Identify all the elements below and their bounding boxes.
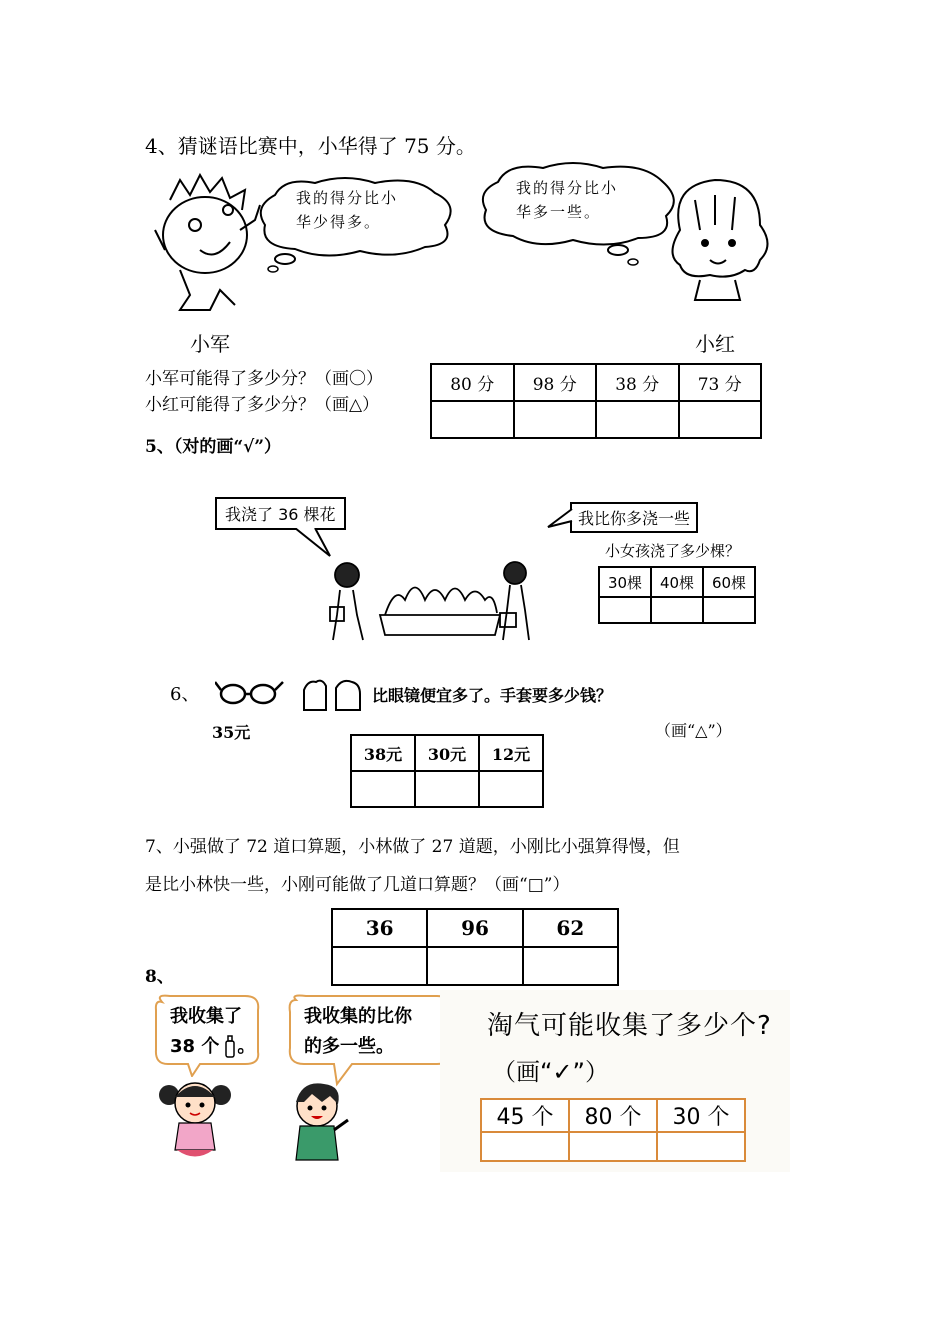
q5-option-30: 30棵 xyxy=(599,567,651,597)
speech-girl-q8-text xyxy=(170,1002,255,1062)
q8-answer-cell[interactable] xyxy=(569,1132,657,1161)
q6-number: 6、 xyxy=(170,684,200,705)
q4-answer-table xyxy=(430,363,762,439)
speech-girl-q8-line1: 我收集了 xyxy=(170,1006,242,1027)
speech-girl-q8-period: 。 xyxy=(237,1036,256,1057)
q4-title: 4、猜谜语比赛中，小华得了 75 分。 xyxy=(145,134,476,158)
q6-answer-cell[interactable] xyxy=(479,771,543,807)
q7-line2: 是比小林快一些，小刚可能做了几道口算题？（画“□”） xyxy=(145,875,570,895)
q4-question-1: 小军可能得了多少分？（画〇） xyxy=(145,369,383,389)
boy-cartoon-q8 xyxy=(282,1080,357,1170)
q5-answer-cell[interactable] xyxy=(703,597,755,623)
bottle-icon xyxy=(223,1035,237,1059)
q4-question-2: 小红可能得了多少分？（画△） xyxy=(145,395,380,415)
bubble-left-line2: 华少得多。 xyxy=(296,213,382,231)
name-xiaohong: 小红 xyxy=(695,332,735,356)
q4-option-98: 98 分 xyxy=(514,364,597,401)
boy-illustration xyxy=(150,170,270,320)
q4-option-80: 80 分 xyxy=(431,364,514,401)
thought-bubble-left-text xyxy=(296,186,398,234)
q8-question: 淘气可能收集了多少个? xyxy=(487,1011,772,1041)
q7-answer-cell[interactable] xyxy=(332,947,427,985)
q5-answer-cell[interactable] xyxy=(651,597,703,623)
q8-option-30: 30 个 xyxy=(657,1099,745,1132)
q8-answer-cell[interactable] xyxy=(481,1132,569,1161)
q6-text: 比眼镜便宜多了。手套要多少钱？ xyxy=(372,686,613,705)
q7-answer-cell[interactable] xyxy=(523,947,618,985)
q4-answer-cell[interactable] xyxy=(596,401,679,438)
girl-cartoon-q8 xyxy=(155,1075,235,1165)
q7-line1: 7、小强做了 72 道口算题，小林做了 27 道题，小刚比小强算得慢，但 xyxy=(145,837,680,857)
q4-answer-cell[interactable] xyxy=(514,401,597,438)
speech-box-boy: 我浇了 36 棵花 xyxy=(215,497,346,530)
q6-option-30: 30元 xyxy=(415,735,479,771)
speech-girl-q8-line2-row xyxy=(170,1032,255,1062)
gloves-icon xyxy=(300,676,366,714)
q4-option-38: 38 分 xyxy=(596,364,679,401)
q5-answer-cell[interactable] xyxy=(599,597,651,623)
q6-option-38: 38元 xyxy=(351,735,415,771)
bubble-right-line2: 华多一些。 xyxy=(516,203,602,221)
bubble-right-line1: 我的得分比小 xyxy=(516,179,619,197)
watering-flowers-illustration xyxy=(325,555,535,645)
q6-answer-cell[interactable] xyxy=(415,771,479,807)
q7-answer-cell[interactable] xyxy=(427,947,522,985)
speech-box-girl: 我比你多浇一些 xyxy=(570,502,698,533)
speech-boy-q8-line2: 的多一些。 xyxy=(304,1036,394,1057)
thought-bubble-right-text xyxy=(516,176,618,224)
speech-boy-q8-line1: 我收集的比你 xyxy=(304,1006,412,1027)
bubble-left-line1: 我的得分比小 xyxy=(296,189,399,207)
q6-answer-table xyxy=(350,734,544,808)
q8-number: 8、 xyxy=(145,967,174,987)
q8-instruction: （画“✓”） xyxy=(492,1058,609,1086)
q7-answer-table xyxy=(331,908,619,986)
q8-option-45: 45 个 xyxy=(481,1099,569,1132)
q5-question: 小女孩浇了多少棵？ xyxy=(605,542,741,560)
name-xiaojun: 小军 xyxy=(190,332,230,356)
speech-boy-q8-text xyxy=(304,1002,412,1062)
glasses-icon xyxy=(215,672,285,712)
q8-answer-cell[interactable] xyxy=(657,1132,745,1161)
glasses-price: 35元 xyxy=(212,723,251,742)
q5-answer-table xyxy=(598,566,756,624)
q7-option-36: 36 xyxy=(332,909,427,947)
q4-option-73: 73 分 xyxy=(679,364,762,401)
q5-title: 5、（对的画“√”） xyxy=(145,437,282,457)
q4-answer-cell[interactable] xyxy=(679,401,762,438)
q4-answer-cell[interactable] xyxy=(431,401,514,438)
q8-option-80: 80 个 xyxy=(569,1099,657,1132)
q8-answer-table xyxy=(480,1098,746,1162)
speech-tail-boy xyxy=(290,528,340,558)
q5-option-60: 60棵 xyxy=(703,567,755,597)
q7-option-96: 96 xyxy=(427,909,522,947)
speech-tail-girl xyxy=(546,505,576,531)
q5-option-40: 40棵 xyxy=(651,567,703,597)
q7-option-62: 62 xyxy=(523,909,618,947)
q6-option-12: 12元 xyxy=(479,735,543,771)
speech-girl-q8-line2: 38 个 xyxy=(170,1036,220,1057)
q6-answer-cell[interactable] xyxy=(351,771,415,807)
q6-instruction: （画“△”） xyxy=(655,721,732,740)
girl-illustration xyxy=(660,175,780,310)
